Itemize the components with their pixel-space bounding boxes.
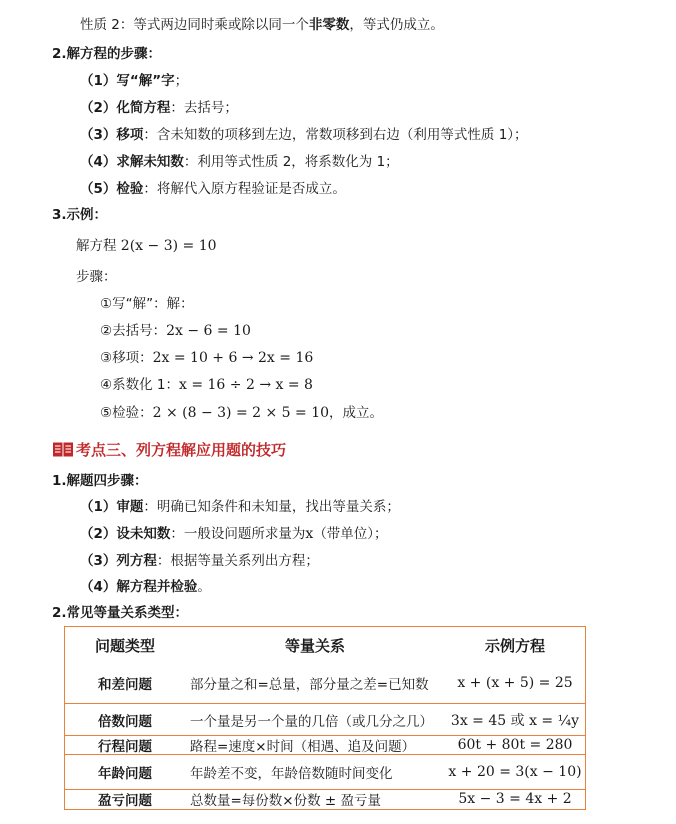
solve-step-number: （3）	[80, 553, 117, 569]
example-step-label: ④系数化 1：	[100, 377, 179, 393]
example-step-label: ③移项：	[100, 350, 153, 366]
section-3-title-text: 考点三、列方程解应用题的技巧	[76, 441, 287, 459]
solve-step-term: 设未知数	[116, 526, 171, 542]
solve-step-item	[80, 578, 211, 596]
step-term: 求解未知数	[116, 154, 184, 170]
table-cell-example: 60t + 80t = 280	[457, 737, 573, 753]
step-number: （4）	[80, 154, 117, 170]
example-step-label: ①写“解”：解：	[100, 296, 194, 312]
example-step-line	[100, 376, 313, 394]
step-term: 化简方程	[116, 100, 171, 116]
property-2-emphasis: 非零数	[308, 17, 350, 33]
table-header-example: 示例方程	[484, 636, 545, 655]
step-term: 移项	[116, 127, 144, 143]
solve-step-number: （2）	[80, 526, 117, 542]
step-item	[80, 153, 399, 171]
table-header-row	[65, 627, 585, 663]
step-item	[80, 99, 238, 117]
example-step-equation: 2x − 6 = 10	[166, 323, 251, 339]
table-cell-example: x + (x + 5) = 25	[457, 675, 573, 691]
solve-step-desc: ：一般设问题所求量为	[170, 526, 306, 542]
solve-step-item	[80, 498, 400, 516]
example-step-equation: 2 × (8 − 3) = 2 × 5 = 10	[152, 405, 330, 421]
solve-step-number: （1）	[80, 499, 117, 515]
solve-step-variable: x	[305, 526, 314, 542]
table-header-relation: 等量关系	[284, 636, 345, 655]
table-cell-type: 倍数问题	[98, 713, 152, 730]
table-row	[65, 755, 585, 789]
relation-types-table	[64, 626, 586, 810]
table-cell-relation: 年龄差不变，年龄倍数随时间变化	[190, 766, 393, 782]
steps-heading: 2.解方程的步骤：	[52, 46, 162, 62]
step-item	[80, 180, 346, 198]
example-step-label: ②去括号：	[100, 323, 167, 339]
table-cell-relation: 部分量之和=总量，部分量之差=已知数	[190, 677, 429, 693]
example-step-line	[100, 295, 194, 313]
step-desc: ：去括号；	[170, 100, 238, 116]
solve-step-desc: 。	[197, 579, 211, 595]
example-step-tail: ，成立。	[329, 405, 384, 421]
step-number: （2）	[80, 100, 117, 116]
solve-step-term: 解方程并检验	[116, 579, 198, 595]
section-3-title	[52, 439, 286, 464]
step-desc: ：含未知数的项移到左边，常数项移到右边（利用等式性质 1）；	[143, 127, 528, 143]
solve-step-term: 列方程	[116, 553, 157, 569]
step-desc: ：利用等式性质 2，将系数化为 1；	[183, 154, 399, 170]
solve-steps-heading: 1.解题四步骤：	[52, 473, 148, 489]
solve-step-term: 审题	[116, 499, 144, 515]
example-problem	[76, 237, 217, 255]
table-row	[65, 704, 585, 735]
table-cell-type: 盈亏问题	[98, 793, 152, 809]
step-number: （1）	[80, 73, 117, 89]
property-2-text-end: ，等式仍成立。	[349, 17, 444, 33]
table-header-type: 问题类型	[94, 636, 155, 655]
table-cell-relation: 一个量是另一个量的几倍（或几分之几）	[190, 713, 433, 730]
solve-step-desc: ：明确已知条件和未知量，找出等量关系；	[143, 499, 400, 515]
example-step-line	[100, 404, 383, 422]
example-step-line	[100, 322, 251, 340]
example-problem-label: 解方程	[76, 238, 117, 254]
property-2-text: 性质 2：等式两边同时乘或除以同一个	[80, 17, 309, 33]
table-cell-example: 5x − 3 = 4x + 2	[458, 791, 572, 807]
step-term: 检验	[116, 181, 144, 197]
example-step-line	[100, 349, 313, 367]
solve-step-item	[80, 525, 388, 543]
step-term: 写“解”字	[116, 73, 175, 89]
step-number: （5）	[80, 181, 117, 197]
example-step-label: ⑤检验：	[100, 405, 153, 421]
solve-step-desc-end: （带单位）；	[313, 526, 388, 542]
solve-step-number: （4）	[80, 579, 117, 595]
table-row	[65, 736, 585, 754]
step-desc: ：将解代入原方程验证是否成立。	[143, 181, 346, 197]
table-row	[65, 790, 585, 808]
table-row	[65, 663, 585, 703]
step-number: （3）	[80, 127, 117, 143]
table-cell-type: 年龄问题	[98, 766, 152, 782]
step-item	[80, 126, 528, 144]
step-desc: ；	[174, 73, 189, 89]
table-cell-relation: 路程=速度×时间（相遇、追及问题）	[190, 739, 416, 755]
example-step-equation: 2x = 10 + 6 → 2x = 16	[152, 350, 314, 366]
table-cell-type: 行程问题	[98, 739, 152, 755]
book-icon	[52, 441, 74, 464]
example-problem-equation: 2(x − 3) = 10	[120, 238, 217, 254]
example-heading: 3.示例：	[52, 207, 108, 223]
example-step-equation: x = 16 ÷ 2 → x = 8	[178, 377, 313, 393]
solve-step-desc: ：根据等量关系列出方程；	[156, 553, 319, 569]
table-cell-type: 和差问题	[98, 677, 152, 693]
relation-types-heading: 2.常见等量关系类型：	[52, 605, 189, 621]
table-cell-example: 3x = 45 或 x = ¼y	[450, 712, 580, 729]
table-cell-example: x + 20 = 3(x − 10)	[448, 764, 582, 780]
solve-step-item	[80, 552, 319, 570]
property-2-line	[80, 16, 444, 34]
example-steps-label: 步骤：	[76, 269, 117, 285]
step-item	[80, 72, 188, 90]
table-cell-relation: 总数量=每份数×份数 ± 盈亏量	[190, 793, 382, 809]
